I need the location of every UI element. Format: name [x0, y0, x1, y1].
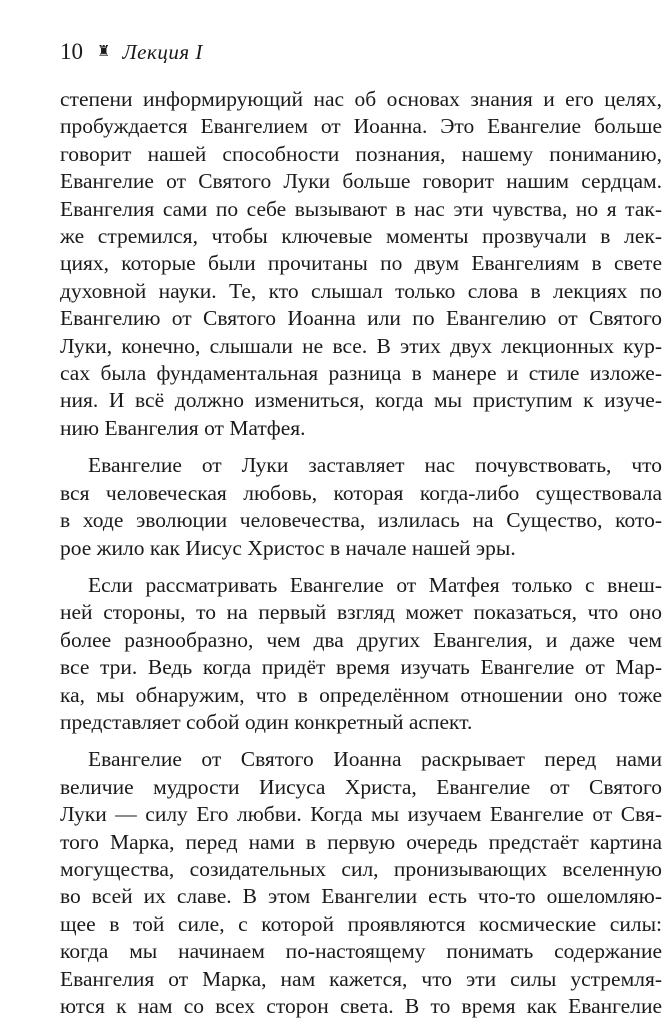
- text-line: пробуждается Евангелием от Иоанна. Это Евангелие больше: [60, 114, 662, 139]
- text-line: нию Евангелия от Матфея.: [60, 415, 306, 440]
- text-line: ка, мы обнаружим, что в определённом отношении оно тоже: [60, 682, 662, 707]
- paragraph: [60, 572, 662, 736]
- text-line: Луки — силу Его любви. Когда мы изучаем Евангелие от Свя-: [60, 802, 662, 827]
- running-header: [60, 38, 203, 66]
- text-line: Евангелия от Марка, нам кажется, что эти силы устремля-: [60, 966, 662, 991]
- text-line: во всей их славе. В этом Евангелии есть что-то ошеломляю-: [60, 884, 662, 909]
- text-line: Евангелие от Святого Луки больше говорит нашим сердцам.: [60, 169, 662, 194]
- text-line: рое жило как Иисус Христос в начале нашей эры.: [60, 535, 516, 560]
- text-line: ния. И всё должно измениться, когда мы приступим к изуче-: [60, 388, 662, 413]
- text-line: степени информирующий нас об основах знания и его целях,: [60, 87, 662, 111]
- text-line: величие мудрости Иисуса Христа, Евангелие от Святого: [60, 774, 662, 799]
- text-line: щее в той силе, с которой проявляются космические силы:: [60, 911, 662, 936]
- text-line: Евангелию от Святого Иоанна или по Евангелию от Святого: [60, 306, 662, 331]
- text-line: сах была фундаментальная разница в манере и стиле изложе-: [60, 361, 662, 386]
- text-line: говорит нашей способности познания, нашему пониманию,: [60, 141, 662, 166]
- text-line: того Марка, перед нами в первую очередь предстаёт картина: [60, 829, 662, 854]
- text-line: все три. Ведь когда придёт время изучать Евангелие от Мар-: [60, 655, 662, 680]
- page-number: 10: [60, 39, 83, 64]
- text-line: когда мы начинаем по-настоящему понимать содержание: [60, 939, 662, 964]
- rook-ornament-icon: ♜: [97, 43, 111, 60]
- paragraph: [60, 452, 662, 562]
- text-line: Луки, конечно, слышали не все. В этих двух лекционных кур-: [60, 333, 662, 358]
- body-text: [60, 86, 662, 1030]
- text-line: более разнообразно, чем два других Евангелия, и даже чем: [60, 627, 662, 652]
- text-line: же стремился, чтобы ключевые моменты прозвучали в лек-: [60, 224, 662, 249]
- text-line: ней стороны, то на первый взгляд может показаться, что оно: [60, 600, 662, 625]
- text-line: Евангелия сами по себе вызывают в нас эти чувства, но я так-: [60, 196, 662, 221]
- paragraph: [60, 746, 662, 1020]
- text-line: в ходе эволюции человечества, излилась на Существо, кото-: [60, 508, 662, 533]
- text-line: могущества, созидательных сил, пронизывающих вселенную: [60, 856, 662, 881]
- text-line: циях, которые были прочитаны по двум Евангелиям в свете: [60, 251, 662, 276]
- text-line: представляет собой один конкретный аспект.: [60, 709, 473, 734]
- paragraph: [60, 86, 662, 442]
- text-line: Если рассматривать Евангелие от Матфея только с внеш-: [88, 572, 662, 597]
- text-line: Евангелие от Святого Иоанна раскрывает перед нами: [88, 747, 662, 772]
- text-line: ются к нам со всех сторон света. В то время как Евангелие: [60, 994, 662, 1018]
- running-title: Лекция I: [122, 40, 203, 64]
- text-line: Евангелие от Луки заставляет нас почувствовать, что: [88, 453, 662, 478]
- text-line: духовной науки. Те, кто слышал только слова в лекциях по: [60, 278, 662, 303]
- text-line: вся человеческая любовь, которая когда-либо существовала: [60, 480, 662, 505]
